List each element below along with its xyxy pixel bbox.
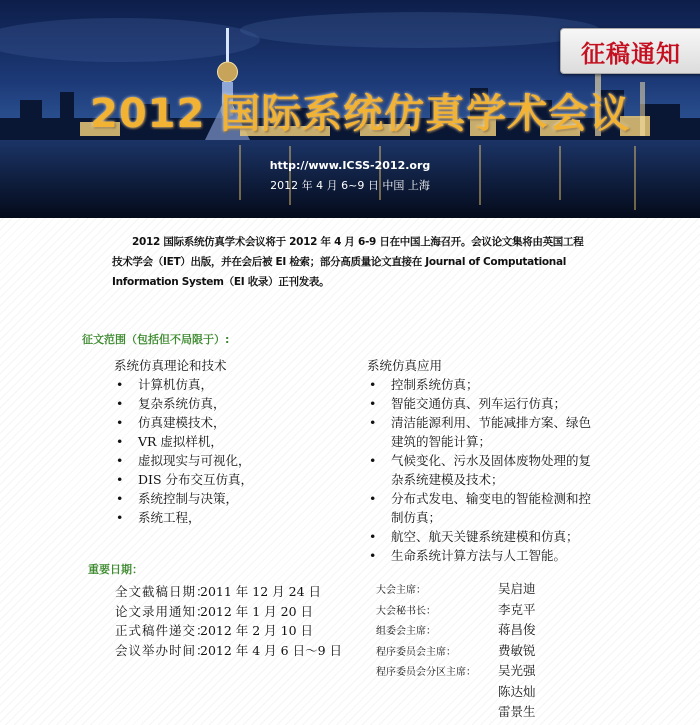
topic-text: 智能交通仿真、列车运行仿真； (391, 396, 567, 411)
date-value: 2012 年 4 月 6 日～9 日 (200, 642, 343, 658)
committee-names (498, 600, 536, 621)
list-item (114, 508, 344, 527)
committee-names (498, 620, 536, 641)
date-label: 论文录用通知： (115, 603, 210, 619)
bullet-icon: • (369, 529, 377, 544)
topic-text: 清洁能源利用、节能减排方案、绿色 (391, 415, 592, 430)
right-topic-list (367, 375, 667, 565)
bullet-icon: • (116, 415, 124, 430)
badge-label: 征稿通知 (581, 39, 681, 68)
bullet-icon: • (116, 396, 124, 411)
committee-names (498, 641, 536, 662)
topic-text: 虚拟现实与可视化， (138, 453, 251, 468)
topic-text-continued: 杂系统建模及技术； (391, 472, 504, 487)
topic-text-continued: 制仿真； (391, 510, 442, 525)
left-topic-list (114, 375, 344, 527)
committee-name: 李克平 (498, 601, 536, 617)
list-item (367, 413, 667, 451)
dates-heading: 重要日期： (88, 563, 143, 576)
bullet-icon: • (116, 377, 124, 392)
topics-heading: 征文范围（包括但不局限于）: (82, 333, 230, 346)
date-label: 会议举办时间： (115, 642, 210, 658)
committee-role: 程序委员会分区主席： (376, 667, 476, 678)
list-item (114, 394, 344, 413)
right-column-title: 系统仿真应用 (367, 358, 443, 373)
left-column-title: 系统仿真理论和技术 (114, 358, 227, 373)
list-item (114, 375, 344, 394)
topic-text: 生命系统计算方法与人工智能。 (391, 548, 567, 563)
list-item (114, 470, 344, 489)
list-item (367, 451, 667, 489)
bullet-icon: • (116, 472, 124, 487)
date-row (115, 621, 342, 641)
topic-text: 复杂系统仿真， (138, 396, 226, 411)
date-label: 正式稿件递交： (115, 623, 210, 638)
bullet-icon: • (369, 396, 377, 411)
bullet-icon: • (116, 434, 124, 449)
date-value: 2012 年 1 月 20 日 (200, 603, 314, 619)
topic-text-continued: 建筑的智能计算； (391, 434, 492, 449)
committee-role: 程序委员会主席： (376, 646, 456, 658)
bullet-icon: • (369, 548, 377, 563)
topic-text: 气候变化、污水及固体废物处理的复 (391, 453, 592, 468)
bullet-icon: • (116, 453, 124, 468)
committee-name: 吴启迪 (498, 581, 536, 596)
list-item (367, 546, 667, 565)
topic-text: DIS 分布交互仿真， (138, 472, 253, 487)
topic-text: 控制系统仿真； (391, 377, 479, 392)
committee-name: 吴光强 (498, 663, 536, 678)
bullet-icon: • (369, 491, 377, 506)
list-item (367, 394, 667, 413)
date-label: 全文截稿日期： (115, 584, 210, 599)
committee-role: 大会秘书长： (376, 605, 436, 617)
committee-names (498, 661, 536, 723)
conference-date-location: 2012 年 4 月 6~9 日 中国 上海 (270, 179, 430, 192)
committee-role: 大会主席： (376, 585, 426, 596)
topic-text: 系统控制与决策， (138, 491, 239, 506)
committee-name: 费敏锐 (498, 642, 536, 658)
topic-text: 仿真建模技术， (138, 415, 226, 430)
conference-title: 2012 国际系统仿真学术会议 (90, 91, 631, 137)
topic-text: 系统工程， (138, 510, 201, 525)
topic-text: 航空、航天关键系统建模和仿真； (391, 529, 579, 544)
topic-text: VR 虚拟样机， (138, 434, 223, 449)
list-item (367, 527, 667, 546)
conference-url[interactable]: http://www.ICSS-2012.org (269, 159, 431, 172)
date-row (115, 641, 342, 661)
bullet-icon: • (369, 377, 377, 392)
committee-name: 蒋昌俊 (498, 622, 536, 637)
important-dates (115, 582, 342, 660)
list-item (367, 489, 667, 527)
intro-paragraph: 2012 国际系统仿真学术会议将于 2012 年 4 月 6-9 日在中国上海召开。会议论文集将由英国工程技术学会（IET）出版，并在会后被 EI 检索；部分高质量论文直接在 Journal of Computational Information System（EI 收录）正刊发表。 (112, 236, 584, 288)
committee-name: 陈达灿 (498, 683, 536, 699)
header-banner (0, 0, 700, 218)
topic-text: 计算机仿真， (138, 377, 214, 392)
bullet-icon: • (369, 453, 377, 468)
call-for-papers-badge (560, 28, 700, 74)
topic-text: 分布式发电、输变电的智能检测和控 (391, 491, 592, 506)
list-item (114, 489, 344, 508)
committee-name: 雷景生 (498, 704, 536, 719)
bullet-icon: • (369, 415, 377, 430)
list-item (114, 413, 344, 432)
date-row (115, 582, 342, 602)
date-value: 2011 年 12 月 24 日 (200, 584, 321, 599)
committee-role: 组委会主席： (376, 626, 436, 637)
list-item (114, 451, 344, 470)
committee-names (498, 579, 536, 600)
bullet-icon: • (116, 510, 124, 525)
date-value: 2012 年 2 月 10 日 (200, 623, 314, 638)
bullet-icon: • (116, 491, 124, 506)
date-row (115, 602, 342, 622)
list-item (367, 375, 667, 394)
list-item (114, 432, 344, 451)
